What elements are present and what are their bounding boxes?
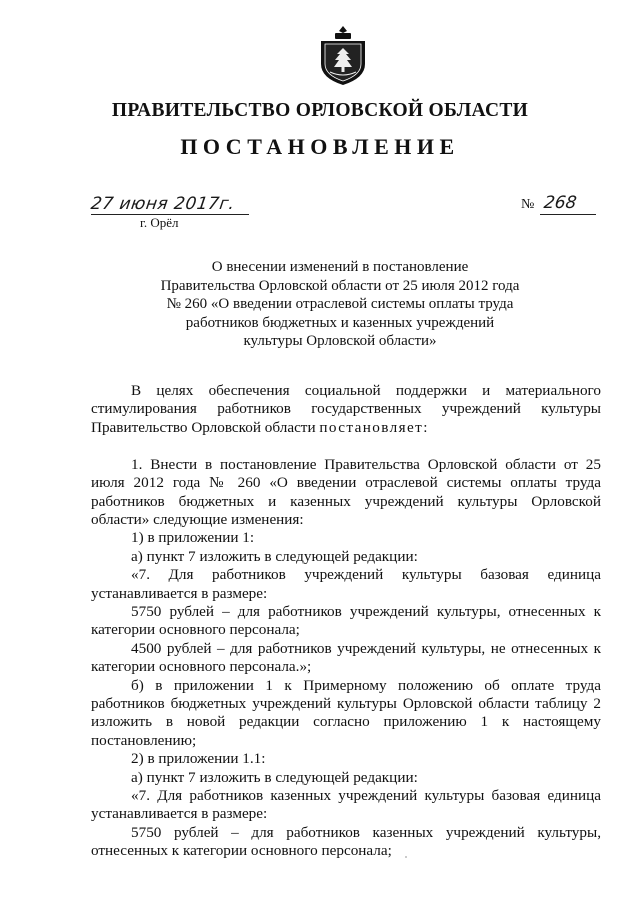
body-paragraph: 4500 рублей – для работников учреждений культуры, не отнесенных к категории основного персонала.»; [91, 639, 601, 676]
body-paragraph: «7. Для работников учреждений культуры базовая единица устанавливается в размере: [91, 566, 601, 602]
decree-word: постановляет: [319, 418, 429, 436]
preamble-text: В целях обеспечения социальной поддержки и материального стимулирования работников государственных учреждений культуры Правительство Орловской области [91, 382, 601, 436]
body-paragraph: а) пункт 7 изложить в следующей редакции: [131, 547, 418, 565]
scan-speck [405, 856, 407, 858]
subject-line: Правительства Орловской области от 25 июля 2012 года [160, 277, 520, 294]
body-paragraph: а) пункт 7 изложить в следующей редакции: [131, 768, 418, 786]
body-paragraph: 2) в приложении 1.1: [131, 750, 266, 768]
number-underline [540, 214, 596, 215]
handwritten-date: 27 июня 2017г. [89, 194, 237, 214]
coat-of-arms-emblem [318, 24, 368, 86]
subject-line: культуры Орловской области» [243, 333, 437, 350]
preamble-paragraph [91, 382, 601, 437]
city-label: г. Орёл [140, 215, 179, 230]
subject-line: № 260 «О введении отраслевой системы оплаты труда [166, 296, 514, 313]
government-title: ПРАВИТЕЛЬСТВО ОРЛОВСКОЙ ОБЛАСТИ [111, 100, 529, 121]
subject-line: работников бюджетных и казенных учреждений [185, 314, 495, 331]
body-paragraph: 1. Внести в постановление Правительства Орловской области от 25 июля 2012 года № 260 «О введении отраслевой системы оплаты труда работников бюджетных и казенных учреждений культуры Орловской области» следующие изменения: [91, 455, 601, 528]
document-type-title: ПОСТАНОВЛЕНИЕ [180, 134, 460, 159]
decree-body [91, 382, 601, 861]
body-paragraph: б) в приложении 1 к Примерному положению об оплате труда работников бюджетных учреждений культуры Орловской области таблицу 2 изложить в новой редакции согласно приложению 1 к настоящему постановлению; [91, 676, 601, 749]
body-paragraph: 5750 рублей – для работников казенных учреждений культуры, отнесенных к категории основного персонала; [91, 823, 601, 860]
body-paragraph: «7. Для работников казенных учреждений культуры базовая единица устанавливается в размере: [91, 787, 601, 823]
body-paragraph: 5750 рублей – для работников учреждений культуры, отнесенных к категории основного персонала; [91, 602, 601, 639]
handwritten-number: 268 [542, 193, 578, 213]
body-paragraph: 1) в приложении 1: [131, 529, 255, 547]
decree-subject [130, 258, 550, 351]
subject-line: О внесении изменений в постановление [211, 259, 469, 275]
number-label: № [521, 197, 535, 212]
